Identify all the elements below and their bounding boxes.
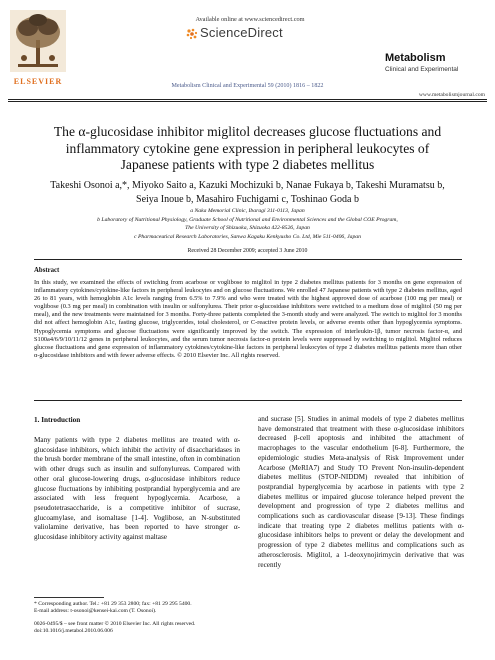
elsevier-tree-logo xyxy=(10,10,66,72)
corresponding-author-contact: * Corresponding author. Tel.: +81 29 353 2800; fax: +81 29 295 5400. xyxy=(34,601,192,607)
issn-line: 0026-0495/$ – see front matter © 2010 Elsevier Inc. All rights reserved. xyxy=(34,621,196,627)
author-list xyxy=(14,179,481,206)
sciencedirect-brand[interactable]: ScienceDirect xyxy=(200,25,283,40)
affiliation-b-cont: The University of Shizuoka, Shizuoka 422-8526, Japan xyxy=(185,225,310,231)
journal-url-link[interactable]: www.metabolismjournal.com xyxy=(418,92,485,98)
footnote-rule xyxy=(34,597,104,598)
doi-link[interactable]: doi:10.1016/j.metabol.2010.06.006 xyxy=(34,628,113,634)
body-right-column: and sucrase [5]. Studies in animal models of type 2 diabetes mellitus have demonstrated that treatment with these α-glucosidase inhibitors decreased β-cell apoptosis and inhibited the attachment of macrophages to the vascular endothelium [6-8]. Furthermore, the epidemiologic studies Meta-analysis of Risk Improvement under Acarbose (MeRIA7) and Study TO Prevent Non-insulin-dependent diabetes mellitus (STOP-NIDDM) revealed that inhibition of postprandial hyperglycemia by acarbose in patients with type 2 diabetes mellitus or impaired glucose tolerance helped prevent the development and progression of type 2 diabetes mellitus and complications such as cardiovascular disease [9-13]. These findings indicate that treating type 2 diabetes mellitus patients with α-glucosidase inhibitors helps to prevent or delay the development and progression of type 2 diabetes mellitus and complications such as atherosclerosis. Miglitol, a 1-deoxynojirimycin derivative that was recently xyxy=(258,415,464,569)
section-heading-introduction: 1. Introduction xyxy=(34,416,81,424)
affiliation-c: c Pharmaceutical Research Laboratories, Sanwa Kagaku Kenkyusho Co. Ltd, Mie 511-0406, Japan xyxy=(134,234,361,240)
copyright-notice xyxy=(34,621,244,635)
journal-reference: Metabolism Clinical and Experimental 59 (2010) 1816 – 1822 xyxy=(171,83,324,89)
body-left-column: Many patients with type 2 diabetes mellitus are treated with α-glucosidase inhibitors, which inhibit the activity of disaccharidases in the brush border membrane of the small intestine, often in combination with other drugs such as insulin and sulfonylureas. Compared with other oral glucose-lowering drugs, α-glucosidase inhibitors reduce glucose fluctuations by inhibiting postprandial hyperglycemia and are associated with less frequent hypoglycemia. Acarbose, a pseudotetrasaccharide, is a competitive inhibitor of sucrase, glucoamylase, and isomaltase [1-4]. Voglibose, an N-substituted valiolamine derivative, has been reported to have stronger α-glucosidase inhibitory activity against maltase xyxy=(34,436,240,542)
title-line: inflammatory cytokine gene expression in peripheral leukocytes of xyxy=(65,140,430,156)
corresponding-author-email[interactable]: E-mail address: t-osonoi@kensei-kai.com (T. Osonoi). xyxy=(34,608,157,614)
corresponding-author-footnote xyxy=(34,601,244,615)
abstract-top-rule xyxy=(34,259,462,260)
sciencedirect-dots-icon xyxy=(186,28,198,40)
journal-subtitle: Clinical and Experimental xyxy=(385,66,459,73)
elsevier-wordmark: ELSEVIER xyxy=(13,77,63,86)
title-line: Japanese patients with type 2 diabetes mellitus xyxy=(120,157,375,172)
journal-title: Metabolism xyxy=(385,52,446,64)
affiliation-a: a Naka Memorial Clinic, Ibaragi 311-0113, Japan xyxy=(190,208,305,214)
article-title xyxy=(20,124,475,174)
received-dates: Received 28 December 2009; accepted 3 June 2010 xyxy=(187,248,308,254)
abstract-bottom-rule xyxy=(34,400,462,401)
abstract-text: In this study, we examined the effects of switching from acarbose or voglibose to miglitol in type 2 diabetes mellitus patients for 3 months on gene expression of inflammatory cytokines/cytokine-like factors in peripheral leukocytes and on glucose fluctuations. We enrolled 47 Japanese patients with type 2 diabetes mellitus, aged 26 to 81 years, with hemoglobin A1c levels ranging from 6.5% to 7.9% and who were treated with the highest approved dose of acarbose (100 mg per meal) or voglibose (0.3 mg per meal) in combination with insulin or sulfonylurea. Their prior α-glucosidase inhibitors were switched to a medium dose of miglitol (50 mg per meal), and the new treatments were maintained for 3 months. Forty-three patients completed the 3-month study and were analyzed. The switch to miglitol for 3 months did not affect hemoglobin A1c, fasting glucose, triglycerides, total cholesterol, or C-reactive protein levels, or adverse events other than hypoglycemia symptoms. Hypoglycemia symptoms and glucose fluctuations were significantly improved by the switch. The expression of interleukin-1β, tumor necrosis factor-α, and S100a4/6/9/10/11/12 genes in peripheral leukocytes, and the serum tumor necrosis factor-α protein levels were suppressed by switching to miglitol. Miglitol reduces glucose fluctuations and gene expression of inflammatory cytokines/cytokine-like factors in peripheral leukocytes of type 2 diabetes mellitus patients more than other α-glucosidase inhibitors and with fewer adverse effects. © 2010 Elsevier Inc. All rights reserved. xyxy=(34,279,462,359)
header-rule xyxy=(8,99,487,100)
title-line: The α-glucosidase inhibitor miglitol decreases glucose fluctuations and xyxy=(53,124,442,139)
header-rule-thin xyxy=(8,101,487,102)
available-online-text: Available online at www.sciencedirect.com xyxy=(195,16,305,23)
affiliation-b: b Laboratory of Nutritional Physiology, Graduate School of Nutritional and Environmental Sciences and the Global COE Program, xyxy=(97,217,398,223)
abstract-heading: Abstract xyxy=(34,267,60,274)
authors-line: Takeshi Osonoi a,*, Miyoko Saito a, Kazuki Mochizuki b, Nanae Fukaya b, Takeshi Muramatsu b, xyxy=(50,180,445,191)
authors-line: Seiya Inoue b, Masahiro Fuchigami c, Toshinao Goda b xyxy=(136,193,359,205)
